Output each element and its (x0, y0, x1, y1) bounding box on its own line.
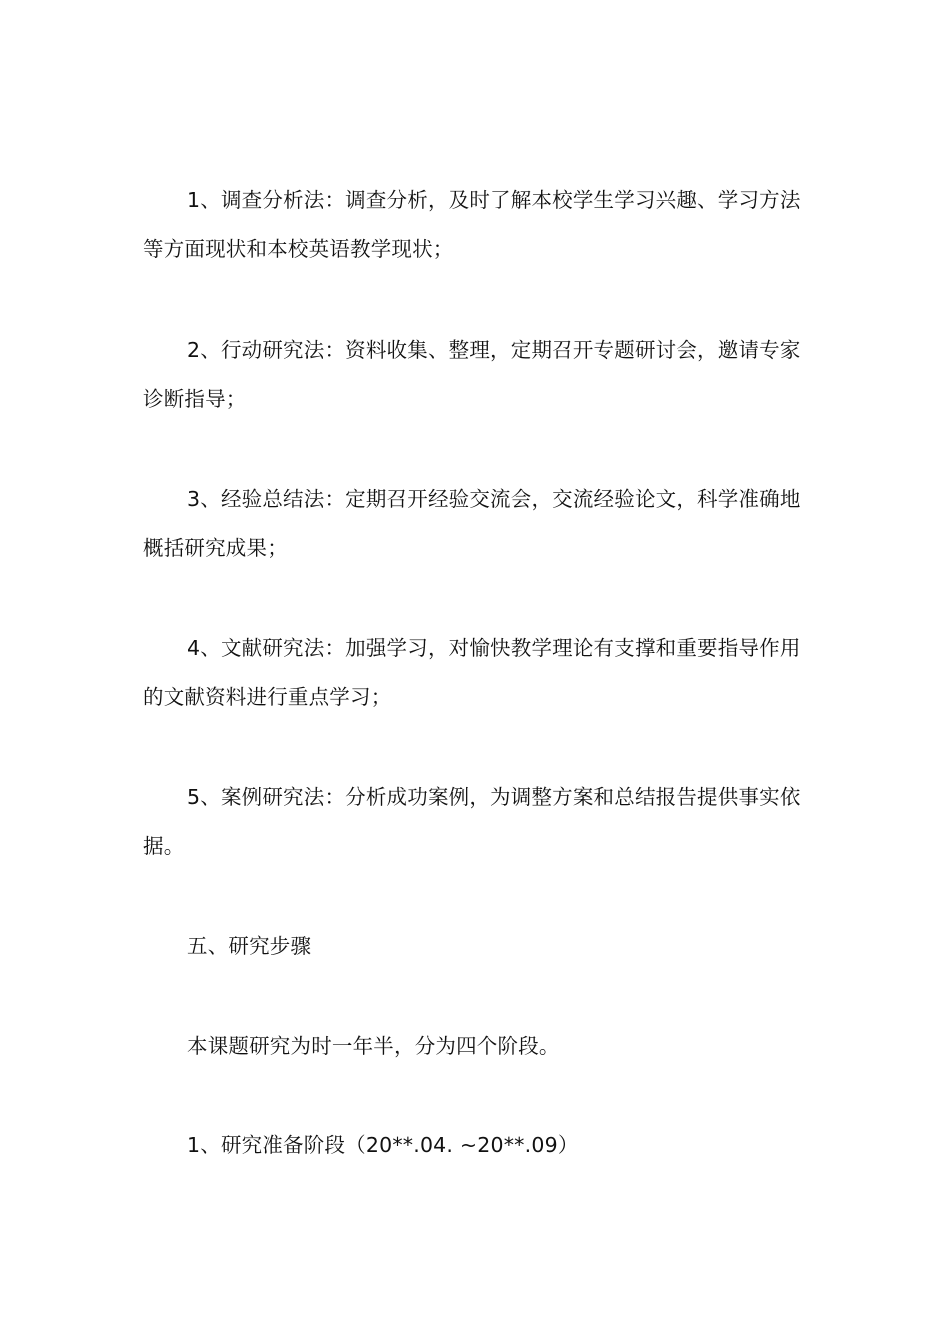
stage-1-preparation: 1、研究准备阶段（20**.04. ~20**.09） (187, 1133, 579, 1157)
method-case-study: 5、案例研究法：分析成功案例，为调整方案和总结报告提供事实依据。 (143, 785, 801, 858)
method-survey-analysis: 1、调查分析法：调查分析，及时了解本校学生学习兴趣、学习方法等方面现状和本校英语教学现状； (143, 188, 801, 261)
section-heading-research-steps: 五、研究步骤 (187, 934, 312, 958)
method-literature-research: 4、文献研究法：加强学习，对愉快教学理论有支撑和重要指导作用的文献资料进行重点学习； (143, 636, 801, 709)
method-action-research: 2、行动研究法：资料收集、整理，定期召开专题研讨会，邀请专家诊断指导； (143, 338, 801, 411)
research-duration-text: 本课题研究为时一年半，分为四个阶段。 (187, 1034, 560, 1058)
method-experience-summary: 3、经验总结法：定期召开经验交流会，交流经验论文，科学准确地概括研究成果； (143, 487, 801, 560)
